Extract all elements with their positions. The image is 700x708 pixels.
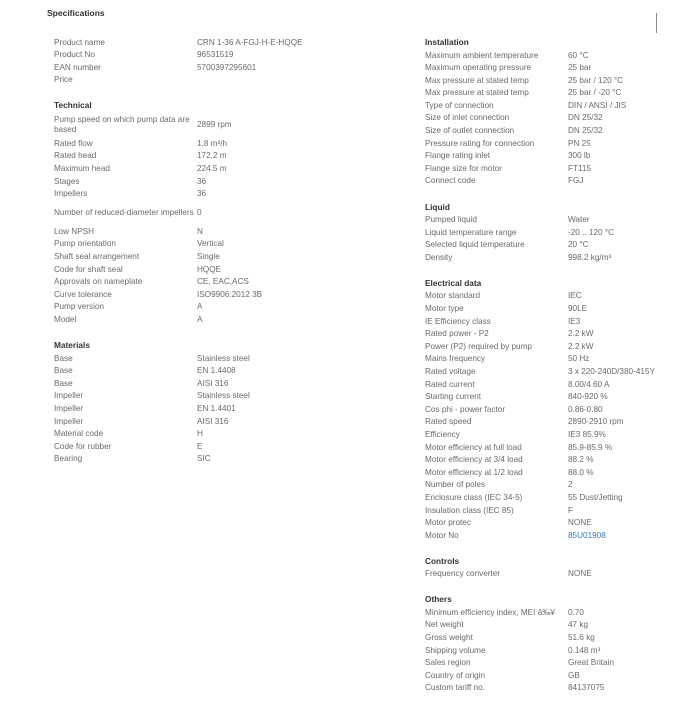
spec-value: 1.8 m³/h [197, 138, 228, 148]
spec-label: Number of reduced-diameter impellers [54, 208, 194, 218]
spec-value: H [197, 429, 203, 439]
spec-row [425, 290, 700, 303]
spec-label: Low NPSH [54, 226, 95, 236]
spec-value: 47 kg [568, 620, 589, 630]
spec-row [425, 112, 700, 125]
spec-label: Flange size for motor [425, 163, 502, 173]
spec-value: 5700397295601 [197, 62, 257, 72]
spec-row [54, 263, 334, 276]
spec-value: N [197, 226, 203, 236]
section-others [425, 593, 700, 694]
spec-label: Pressure rating for connection [425, 138, 535, 148]
spec-row [425, 87, 700, 100]
spec-value: DIN / ANSI / JIS [568, 100, 627, 110]
spec-value: 0 [197, 208, 202, 218]
spec-label: Motor efficiency at 1/2 load [425, 467, 523, 477]
spec-row [54, 428, 334, 441]
spec-label: Impeller [54, 403, 84, 413]
spec-row [54, 150, 334, 163]
spec-label: Shipping volume [425, 645, 486, 655]
spec-value: 84137075 [568, 683, 605, 693]
spec-value: -20 .. 120 °C [568, 227, 615, 237]
section-installation [425, 36, 700, 188]
spec-label: Stages [54, 176, 80, 186]
spec-value: 998.2 kg/m³ [568, 252, 612, 262]
spec-label: IE Efficiency class [425, 316, 491, 326]
spec-value: 8.00/4.60 A [568, 379, 610, 389]
scrollbar-indicator[interactable] [656, 13, 657, 33]
section-title: Installation [425, 37, 469, 47]
section-liquid [425, 201, 700, 264]
spec-row [54, 175, 334, 188]
spec-value: 90LE [568, 304, 588, 313]
spec-row [54, 200, 334, 225]
spec-label: Code for shaft seal [54, 264, 123, 274]
spec-value: 2.2 kW [568, 329, 594, 339]
spec-value: Great Britain [568, 658, 614, 668]
spec-row [54, 352, 334, 365]
spec-value: IE3 [568, 316, 581, 326]
spec-row [54, 276, 334, 289]
spec-value: 60 °C [568, 50, 589, 60]
spec-row [54, 377, 334, 390]
spec-label: Base [54, 366, 73, 376]
spec-row [425, 214, 700, 227]
spec-value: ISO9906:2012 3B [197, 289, 263, 299]
spec-value: Vertical [197, 239, 224, 249]
spec-value: 88.0 % [568, 467, 594, 477]
spec-value: PN 25 [568, 138, 591, 148]
spec-label: Frequency converter [425, 569, 501, 579]
spec-row [425, 568, 700, 581]
section-technical [54, 99, 334, 326]
spec-row [425, 62, 700, 75]
spec-label: Liquid temperature range [425, 227, 517, 237]
section-electrical-data [425, 277, 700, 542]
spec-value: 840-920 % [568, 392, 608, 402]
section-general [54, 36, 334, 86]
spec-value: 224.5 m [197, 164, 227, 174]
section-title: Electrical data [425, 277, 482, 288]
spec-label: Maximum operating pressure [425, 63, 532, 73]
spec-label: Pump orientation [54, 239, 116, 249]
spec-value: 50 Hz [568, 354, 590, 364]
spec-label: Motor No [425, 530, 459, 540]
spec-label: Material code [54, 429, 104, 439]
spec-label: Code for rubber [54, 441, 112, 451]
spec-label: Base [54, 353, 73, 363]
spec-row [425, 74, 700, 87]
spec-label: Shaft seal arrangement [54, 252, 140, 262]
spec-label: Rated current [425, 379, 475, 389]
spec-value: 0.148 m³ [568, 645, 601, 655]
spec-label: EAN number [54, 62, 101, 72]
spec-label: Number of poles [425, 480, 486, 490]
spec-row [425, 315, 700, 328]
spec-row [425, 125, 700, 138]
spec-label: Base [54, 378, 73, 388]
spec-row [425, 644, 700, 657]
spec-value: 0.70 [568, 607, 584, 617]
spec-label: Custom tariff no. [425, 683, 485, 693]
spec-row [425, 239, 700, 252]
right-column [425, 36, 700, 708]
spec-row [54, 390, 334, 403]
spec-row [425, 504, 700, 517]
spec-value: 2890-2910 rpm [568, 417, 624, 427]
spec-row [54, 440, 334, 453]
spec-value: EN 1.4401 [197, 403, 236, 413]
spec-value: 0.86-0.80 [568, 404, 603, 414]
spec-row [54, 225, 334, 238]
spec-value: 172.2 m [197, 151, 227, 161]
spec-label: Rated speed [425, 417, 472, 427]
spec-row [425, 479, 700, 492]
spec-label: Motor standard [425, 291, 481, 301]
section-title: Liquid [425, 201, 450, 212]
spec-label: Power (P2) required by pump [425, 341, 532, 351]
spec-row [54, 163, 334, 176]
spec-label: Approvals on nameplate [54, 277, 143, 287]
spec-row [54, 188, 334, 201]
spec-value: 3 x 220-240D/380-415Y [568, 366, 655, 376]
spec-row [425, 619, 700, 632]
spec-label: Bearing [54, 454, 83, 464]
spec-row [425, 517, 700, 530]
spec-label: Starting current [425, 392, 481, 402]
spec-label: Product name [54, 37, 105, 47]
spec-row [425, 378, 700, 391]
spec-value: 96531519 [197, 50, 234, 60]
spec-value: 2.2 kW [568, 341, 594, 351]
spec-row [425, 137, 700, 150]
page-title: Specifications [47, 8, 105, 18]
spec-label: Sales region [425, 658, 471, 668]
spec-label: Efficiency [425, 429, 460, 439]
spec-row [425, 353, 700, 366]
spec-value: 55 Dust/Jetting [568, 492, 623, 502]
spec-label: Motor efficiency at full load [425, 442, 522, 452]
spec-value: 51.6 kg [568, 633, 595, 643]
spec-value: 2 [568, 480, 573, 490]
spec-label: Max pressure at stated temp [425, 88, 529, 98]
spec-row [425, 175, 700, 188]
spec-value: Single [197, 252, 220, 262]
spec-row [425, 416, 700, 429]
spec-label: Country of origin [425, 670, 486, 680]
spec-label: Rated head [54, 151, 97, 161]
spec-label: Pump speed on which pump data are based [54, 115, 190, 134]
spec-value: DN 25/32 [568, 126, 603, 136]
spec-value: SIC [197, 454, 211, 464]
spec-row [425, 466, 700, 479]
spec-label: Motor type [425, 304, 464, 313]
spec-row [54, 314, 334, 327]
spec-label: Model [54, 315, 77, 324]
spec-value: IEC [568, 291, 582, 301]
spec-label: Impellers [54, 189, 88, 199]
spec-value: EN 1.4408 [197, 366, 236, 376]
spec-value: FGJ [568, 176, 584, 186]
spec-value: CE, EAC,ACS [197, 277, 249, 287]
spec-label: Rated power - P2 [425, 329, 489, 339]
spec-value: 25 bar [568, 63, 592, 73]
spec-row [425, 303, 700, 316]
spec-value: A [197, 315, 203, 324]
spec-label: Pumped liquid [425, 215, 477, 225]
spec-value: NONE [568, 569, 592, 579]
spec-row [54, 288, 334, 301]
section-title: Controls [425, 555, 460, 566]
spec-label: Size of outlet connection [425, 126, 515, 136]
spec-value: Stainless steel [197, 391, 250, 401]
spec-value: AISI 316 [197, 416, 229, 426]
spec-label: Minimum efficiency index, MEI â‰¥ [425, 607, 555, 617]
spec-value: IE3 85.9% [568, 429, 606, 439]
spec-row [54, 251, 334, 264]
spec-row [425, 606, 700, 619]
spec-row [425, 226, 700, 239]
spec-row [54, 238, 334, 251]
section-title: Technical [54, 100, 92, 111]
spec-value: FT115 [568, 163, 592, 173]
spec-value: GB [568, 670, 580, 680]
section-materials [54, 339, 334, 465]
spec-value: 20 °C [568, 240, 589, 250]
spec-label: Rated voltage [425, 366, 476, 376]
spec-value: 25 bar / 120 °C [568, 75, 624, 85]
spec-label: Max pressure at stated temp [425, 75, 529, 85]
spec-label: Enclosure class (IEC 34-5) [425, 492, 523, 502]
spec-row [425, 162, 700, 175]
spec-value: Stainless steel [197, 353, 250, 363]
spec-row [425, 669, 700, 682]
spec-label: Product No [54, 50, 95, 60]
spec-value: E [197, 441, 203, 451]
spec-row [425, 454, 700, 467]
spec-value: 88.2 % [568, 455, 594, 465]
spec-value: F [568, 505, 574, 515]
spec-row [54, 402, 334, 415]
left-column [54, 36, 334, 478]
spec-value: A [197, 302, 203, 312]
spec-value: 2899 rpm [197, 120, 232, 130]
spec-row [425, 491, 700, 504]
spec-row [54, 49, 334, 62]
spec-row [54, 453, 334, 466]
spec-row [54, 112, 334, 137]
spec-label: Selected liquid temperature [425, 240, 525, 250]
spec-value: AISI 316 [197, 378, 229, 388]
spec-row [425, 428, 700, 441]
spec-label: Net weight [425, 620, 464, 630]
spec-label: Motor protec [425, 518, 471, 528]
spec-row [425, 340, 700, 353]
spec-label: Insulation class (IEC 85) [425, 505, 514, 515]
spec-label: Type of connection [425, 100, 494, 110]
spec-value: 85.9-85.9 % [568, 442, 613, 452]
spec-row [425, 150, 700, 163]
spec-value: HQQE [197, 264, 222, 274]
spec-value-link[interactable]: 85U01908 [568, 530, 606, 540]
spec-value: 36 [197, 189, 207, 199]
spec-label: Curve tolerance [54, 289, 112, 299]
spec-row [425, 403, 700, 416]
spec-row [425, 391, 700, 404]
spec-value: CRN 1-36 A-FGJ-H-E-HQQE [197, 37, 303, 47]
spec-row [54, 415, 334, 428]
spec-label: Connect code [425, 176, 476, 186]
spec-label: Mains frequency [425, 354, 486, 364]
spec-value: DN 25/32 [568, 113, 603, 123]
spec-label: Size of inlet connection [425, 113, 510, 123]
spec-label: Pump version [54, 302, 105, 312]
spec-row [425, 49, 700, 62]
spec-row [54, 36, 334, 49]
section-title: Others [425, 594, 452, 605]
spec-label: Price [54, 75, 73, 85]
spec-label: Maximum head [54, 164, 110, 174]
spec-value: 300 lb [568, 151, 591, 161]
spec-label: Rated flow [54, 138, 93, 148]
spec-value: 25 bar / -20 °C [568, 88, 622, 98]
section-controls [425, 555, 700, 581]
spec-row [425, 657, 700, 670]
spec-row [425, 99, 700, 112]
spec-label: Impeller [54, 416, 84, 426]
spec-row [54, 61, 334, 74]
spec-value: 36 [197, 176, 207, 186]
spec-row [425, 682, 700, 695]
spec-label: Cos phi - power factor [425, 404, 506, 414]
section-title: Materials [54, 340, 90, 351]
spec-row [425, 328, 700, 341]
spec-label: Flange rating inlet [425, 151, 491, 161]
spec-label: Maximum ambient temperature [425, 50, 539, 60]
spec-label: Gross weight [425, 633, 473, 643]
spec-row [425, 632, 700, 645]
spec-label: Impeller [54, 391, 84, 401]
spec-row [54, 74, 334, 87]
spec-row [54, 365, 334, 378]
spec-row [425, 441, 700, 454]
spec-row [425, 529, 700, 542]
spec-row [425, 251, 700, 264]
spec-row [425, 365, 700, 378]
spec-label: Density [425, 252, 453, 262]
spec-row [54, 137, 334, 150]
spec-value: NONE [568, 518, 592, 528]
spec-row [54, 301, 334, 314]
spec-label: Motor efficiency at 3/4 load [425, 455, 523, 465]
spec-value: Water [568, 215, 590, 225]
